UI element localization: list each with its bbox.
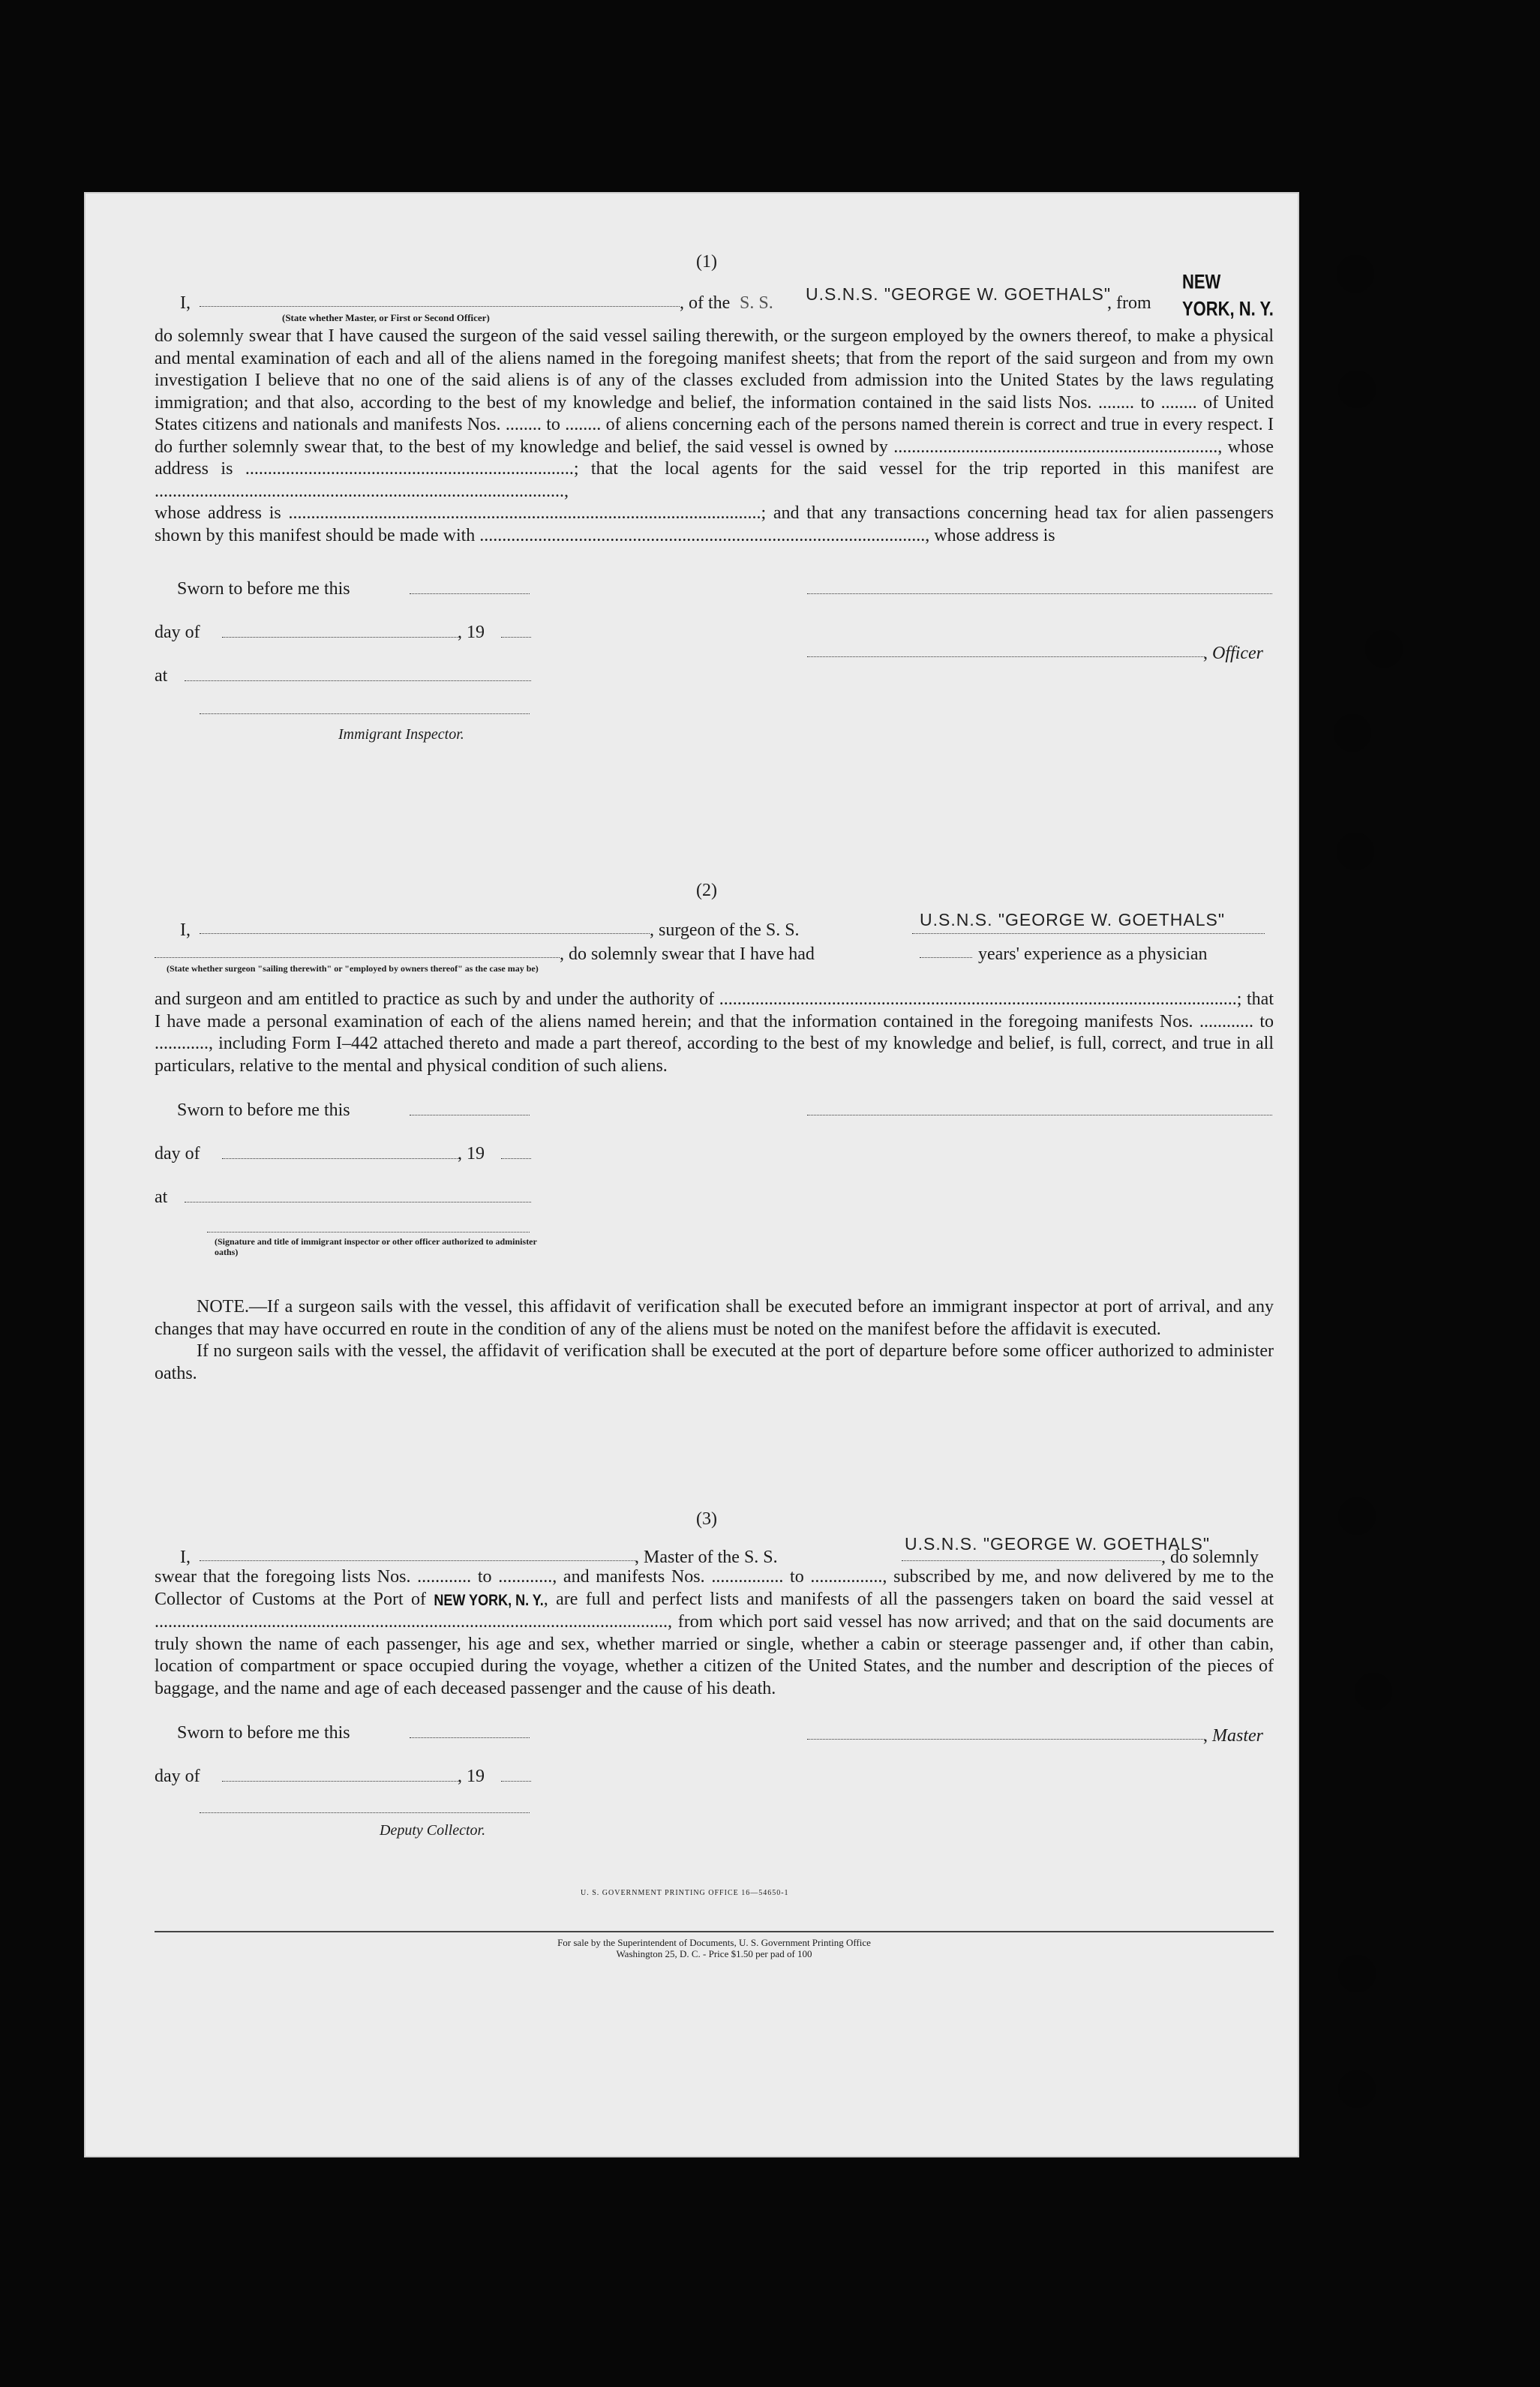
officer-caption: (State whether Master, or First or Second Officer) [282,312,490,323]
nineteen-label: , 19 [458,623,485,642]
sworn-date-field[interactable] [410,1737,530,1738]
vessel-name-stamp: U.S.N.S. "GEORGE W. GOETHALS" [920,910,1226,929]
sworn-label: Sworn to before me this [177,1723,350,1743]
at-label: at [155,1187,168,1207]
master-name-field[interactable] [200,1545,636,1561]
master-signature-line[interactable] [807,1739,1205,1740]
port-stamp: NEW YORK, N. Y. [1182,270,1274,320]
nineteen-label: , 19 [458,1144,485,1163]
day-of-field[interactable] [222,1781,461,1782]
vessel-field[interactable] [902,1545,1161,1561]
note-label: NOTE. [197,1297,249,1317]
binder-hole [1365,630,1403,668]
day-of-field[interactable] [222,1158,461,1159]
vessel-name-stamp: U.S.N.S. "GEORGE W. GOETHALS" [905,1534,1211,1554]
swear-label: , do solemnly swear that I have had [560,944,815,964]
section-3-number: (3) [696,1509,717,1529]
section-2 [155,910,1274,1385]
section-3-body-a: swear that the foregoing lists Nos. ............ to ............, and manifests Nos. ................ to ................, subscribed by me, and now delivered by me to the Collector of Customs at the Port of [155,1567,1274,1609]
signature-caption: (Signature and title of immigrant inspector or other officer authorized to administer oaths) [215,1236,537,1257]
do-solemnly-label: , do solemnly [1161,1548,1259,1567]
surgeon-capacity-field[interactable] [155,942,560,958]
year-field[interactable] [501,1158,531,1159]
binder-hole [1338,2070,1376,2108]
officer-name-field[interactable] [200,291,680,307]
vessel-field[interactable] [912,918,1265,934]
surgeon-of-label: , surgeon of the S. S. [650,920,800,940]
section-2-number: (2) [696,881,717,900]
day-of-label: day of [155,1767,200,1786]
section-3-signature-block [155,1722,1274,1872]
surgeon-name-field[interactable] [200,918,650,934]
ss-printed: S. S. [740,293,773,313]
vessel-name-stamp: U.S.N.S. "GEORGE W. GOETHALS" [806,284,1112,304]
section-2-body: and surgeon and am entitled to practice as such by and under the authority of ...................................................................................................................; that I have made a personal examination of each of the aliens named herein; and that the information contained in the foregoing manifests Nos. ............ to ............, including Form I–442 attached thereto and made a part thereof, according to the best of my knowledge and belief, is full, correct, and true in all particulars, relative to the mental and physical condition of such aliens. [155,989,1274,1076]
note-paragraph [155,1296,1274,1341]
year-field[interactable] [501,637,531,638]
i-label: I, [180,920,191,940]
day-of-field[interactable] [222,637,461,638]
of-the-label: , of the [680,293,731,313]
at-field[interactable] [185,680,531,681]
sworn-date-field[interactable] [410,593,530,594]
section-1 [155,270,1274,751]
day-of-label: day of [155,623,200,642]
master-label: , Master [1203,1726,1263,1746]
section-1-number: (1) [696,252,717,272]
i-label: I, [180,293,191,313]
note-2: If no surgeon sails with the vessel, the affidavit of verification shall be executed at the port of departure before some officer authorized to administer oaths. [155,1341,1274,1383]
section-1-body-2: whose address is .........................................................................................................; and that any transactions concerning head tax for alien passengers shown by this manifest should be made with ..................................................................................................., whose address is [155,503,1274,545]
year-field[interactable] [501,1781,531,1782]
deputy-signature-line[interactable] [200,1812,530,1813]
day-of-label: day of [155,1144,200,1163]
section-2-header-line [155,910,1274,941]
master-of-label: , Master of the S. S. [635,1548,778,1567]
section-3-body-b: , are full and perfect lists and manifests of all the passengers taken on board the said vessel at .................................................................................................................., from which port said vessel has now arrived; and that on the said documents are truly shown the name of each passenger, his age and sex, whether married or single, whether a cabin or steerage passenger and, if other than cabin, location of compartment or space occupied during the voyage, whether a citizen of the United States, and the number and description of the pieces of baggage, and the name and age of each deceased passenger and the cause of his death. [155,1589,1274,1698]
officer-label: , Officer [1203,644,1263,663]
nineteen-label: , 19 [458,1767,485,1786]
section-1-body-1: do solemnly swear that I have caused the surgeon of the said vessel sailing therewith, or the surgeon employed by the owners thereof, to make a physical and mental examination of each and all of the aliens named in the foregoing manifest sheets; that from the report of the said surgeon and from my own investigation I believe that no one of the said aliens is of any of the classes excluded from admission into the United States by the laws regulating immigration; and that also, according to the best of my knowledge and belief, the information contained in the said lists Nos. ........ to ........ of United States citizens and nationals and manifests Nos. ........ to ........ of aliens concerning each of the persons named therein is correct and true in every respect. I do further solemnly swear that, to the best of my knowledge and belief, the said vessel is owned by ........................................................................, whose address is .........................................................................; that the local agents for the said vessel for the trip reported in this manifest are ..........................................................................................., [155,326,1274,501]
section-2-line-2 [155,941,1274,963]
binder-hole [1338,1497,1376,1535]
inspector-signature-line[interactable] [207,1232,530,1233]
footer-line-2: Washington 25, D. C. - Price $1.50 per pad of 100 [616,1948,812,1959]
section-3-header-line [155,1534,1274,1568]
i-label: I, [180,1548,191,1567]
officer-title-line[interactable] [807,656,1205,657]
faint-handwriting [176,1890,1223,2080]
years-field[interactable] [920,942,972,958]
officer-signature-line[interactable] [807,593,1272,594]
binder-hole [1338,371,1376,408]
sworn-label: Sworn to before me this [177,1100,350,1120]
section-2-signature-block [155,1100,1274,1296]
binder-hole [1355,1673,1392,1710]
at-label: at [155,666,168,686]
section-3 [155,1534,1274,1872]
deputy-label: Deputy Collector. [380,1822,486,1839]
years-label: years' experience as a physician [978,944,1208,964]
binder-hole [1334,714,1371,752]
binder-hole [1338,1955,1376,1992]
port-stamp: NEW YORK, N. Y. [434,1590,544,1609]
footer-line-1: For sale by the Superintendent of Documents, U. S. Government Printing Office [557,1937,871,1948]
inspector-signature-line[interactable] [200,713,530,714]
section-3-body [155,1566,1274,1700]
gpo-imprint: U. S. GOVERNMENT PRINTING OFFICE 16—54650-1 [581,1889,789,1897]
manifest-form-page [84,192,1299,2157]
sworn-label: Sworn to before me this [177,579,350,599]
surgeon-caption: (State whether surgeon "sailing therewith" or "employed by owners thereof" as the case may be) [167,963,539,974]
note-text: —If a surgeon sails with the vessel, this affidavit of verification shall be executed before an immigrant inspector at port of arrival, and any changes that may have occurred en route in the condition of any of the aliens must be noted on the manifest before the affidavit is executed. [155,1297,1274,1339]
at-field[interactable] [185,1202,531,1203]
inspector-label: Immigrant Inspector. [338,726,464,743]
binder-hole [1337,833,1374,870]
section-1-signature-block [155,578,1274,751]
from-label: , from [1107,293,1151,313]
binder-hole [1337,255,1374,293]
